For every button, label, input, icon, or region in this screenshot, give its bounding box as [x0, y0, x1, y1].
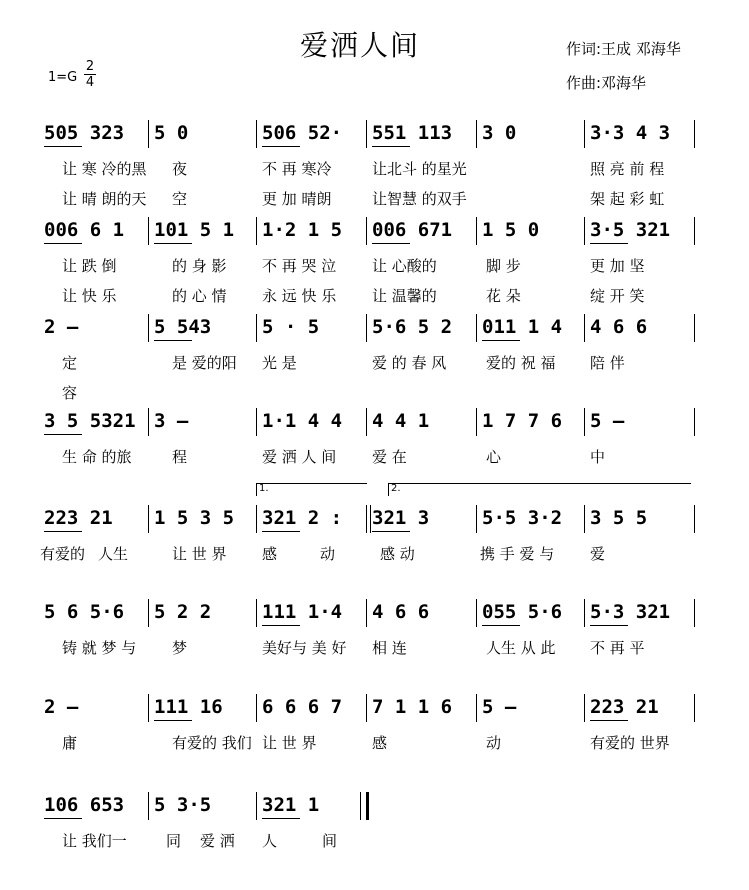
barline — [256, 694, 257, 722]
measure-notes: 5 3·5 — [154, 794, 212, 816]
beam-line — [372, 531, 410, 532]
score-system — [0, 118, 749, 148]
lyric-line — [0, 830, 749, 852]
time-sig-top: 2 — [85, 59, 95, 74]
lyric-syllables: 更 加 晴朗 — [262, 190, 332, 208]
barline — [256, 314, 257, 342]
beam-line — [154, 340, 192, 341]
measure-notes: 321 3 — [372, 507, 430, 529]
barline — [366, 408, 367, 436]
beam-line — [482, 340, 520, 341]
lyric-syllables: 感 — [262, 545, 278, 563]
volta-bracket: 2. — [388, 483, 691, 496]
lyric-syllables: 人生 从 此 — [486, 639, 556, 657]
measure-notes: 055 5·6 — [482, 601, 563, 623]
measure-notes: 5 6 5·6 — [44, 601, 125, 623]
lyric-syllables: 携 手 爱 与 — [480, 545, 555, 563]
measure-notes: 2 – — [44, 696, 79, 718]
lyric-syllables: 光 是 — [262, 354, 297, 372]
lyric-line — [0, 543, 749, 565]
score-system — [0, 215, 749, 245]
barline — [476, 694, 477, 722]
lyric-syllables: 不 再 哭 泣 — [262, 257, 337, 275]
measure-notes: 4 6 6 — [372, 601, 430, 623]
measure-notes: 1 5 3 5 — [154, 507, 235, 529]
measure-notes: 3 – — [154, 410, 189, 432]
score-system — [0, 406, 749, 436]
lyric-syllables: 美好与 美 好 — [262, 639, 347, 657]
measure-notes: 551 113 — [372, 122, 453, 144]
lyric-syllables: 架 起 彩 虹 — [590, 190, 665, 208]
measure-notes: 3 0 — [482, 122, 517, 144]
measure-notes: 4 4 1 — [372, 410, 430, 432]
lyric-syllables: 爱 在 — [372, 448, 407, 466]
measure-notes: 321 1 — [262, 794, 320, 816]
lyric-syllables: 的 身 影 — [172, 257, 227, 275]
lyric-syllables: 感 — [372, 734, 388, 752]
lyric-syllables: 梦 — [172, 639, 188, 657]
lyric-syllables: 让 寒 冷的黑 — [62, 160, 147, 178]
time-sig-bottom: 4 — [85, 75, 95, 90]
lyric-syllables: 庸 — [62, 734, 78, 752]
measure-notes: 111 1·4 — [262, 601, 343, 623]
beam-line — [44, 434, 82, 435]
lyric-line — [0, 158, 749, 180]
barline — [584, 694, 585, 722]
lyric-line — [0, 446, 749, 468]
measure-notes: 3 5 5321 — [44, 410, 136, 432]
barline — [256, 792, 257, 820]
barline — [256, 217, 257, 245]
barline — [366, 314, 367, 342]
lyric-line — [0, 255, 749, 277]
lyric-syllables: 让 心酸的 — [372, 257, 437, 275]
lyric-syllables: 让 跌 倒 — [62, 257, 117, 275]
score-system — [0, 692, 749, 722]
barline — [148, 314, 149, 342]
measure-notes: 101 5 1 — [154, 219, 235, 241]
measure-notes: 011 1 4 — [482, 316, 563, 338]
measure-notes: 506 52· — [262, 122, 343, 144]
lyric-syllables: 让 晴 朗的天 — [62, 190, 147, 208]
lyric-line — [0, 188, 749, 210]
barline — [148, 792, 149, 820]
beam-line — [372, 243, 410, 244]
beam-line — [44, 818, 82, 819]
lyric-syllables: 爱的 祝 福 — [486, 354, 556, 372]
barline — [694, 217, 695, 245]
barline — [694, 120, 695, 148]
barline — [366, 694, 367, 722]
lyric-syllables: 动 — [486, 734, 502, 752]
composer-credit: 作曲:邓海华 — [566, 74, 647, 92]
measure-notes: 006 6 1 — [44, 219, 125, 241]
lyric-syllables: 更 加 坚 — [590, 257, 645, 275]
measure-notes: 5 – — [590, 410, 625, 432]
beam-line — [262, 146, 300, 147]
measure-notes: 3 5 5 — [590, 507, 648, 529]
measure-notes: 7 1 1 6 — [372, 696, 453, 718]
barline — [584, 505, 585, 533]
lyric-line — [0, 382, 749, 404]
barline — [584, 217, 585, 245]
score-system — [0, 483, 749, 533]
lyric-line — [0, 285, 749, 307]
barline — [148, 217, 149, 245]
barline — [256, 505, 257, 533]
beam-line — [44, 146, 82, 147]
lyric-syllables: 人生 — [98, 545, 129, 563]
score-system — [0, 597, 749, 627]
barline — [370, 505, 371, 533]
barline — [360, 792, 361, 820]
measure-notes: 5 0 — [154, 122, 189, 144]
barline — [476, 217, 477, 245]
measure-notes: 1·1 4 4 — [262, 410, 343, 432]
barline — [256, 120, 257, 148]
measure-notes: 006 671 — [372, 219, 453, 241]
time-signature — [84, 60, 96, 89]
lyric-line — [0, 637, 749, 659]
lyric-syllables: 爱 的 春 风 — [372, 354, 447, 372]
lyricist-credit: 作词:王成 邓海华 — [566, 40, 681, 58]
lyric-syllables: 容 — [62, 384, 78, 402]
barline — [366, 599, 367, 627]
lyric-syllables: 人 — [262, 832, 278, 850]
barline — [148, 408, 149, 436]
lyric-syllables: 不 再 寒冷 — [262, 160, 332, 178]
measure-notes: 6 6 6 7 — [262, 696, 343, 718]
measure-notes: 5 2 2 — [154, 601, 212, 623]
measure-notes: 2 – — [44, 316, 79, 338]
barline — [694, 599, 695, 627]
lyric-syllables: 永 远 快 乐 — [262, 287, 337, 305]
lyric-syllables: 间 — [322, 832, 338, 850]
lyric-syllables: 的 心 情 — [172, 287, 227, 305]
barline — [148, 694, 149, 722]
barline — [366, 217, 367, 245]
lyric-syllables: 爱 洒 人 间 — [262, 448, 337, 466]
barline — [256, 599, 257, 627]
barline — [476, 314, 477, 342]
beam-line — [44, 243, 82, 244]
barline — [366, 120, 367, 148]
lyric-syllables: 夜 — [172, 160, 188, 178]
lyric-syllables: 同 — [166, 832, 182, 850]
measure-notes: 5 – — [482, 696, 517, 718]
measure-notes: 5·3 321 — [590, 601, 671, 623]
measure-notes: 5·5 3·2 — [482, 507, 563, 529]
beam-line — [372, 146, 410, 147]
lyric-syllables: 生 命 的旅 — [62, 448, 132, 466]
lyric-syllables: 照 亮 前 程 — [590, 160, 665, 178]
barline — [256, 408, 257, 436]
barline — [476, 505, 477, 533]
beam-line — [262, 625, 300, 626]
barline — [148, 120, 149, 148]
lyric-syllables: 脚 步 — [486, 257, 521, 275]
measure-notes: 106 653 — [44, 794, 125, 816]
barline — [694, 314, 695, 342]
lyric-syllables: 有爱的 我们 — [172, 734, 252, 752]
measure-notes: 5 543 — [154, 316, 212, 338]
measure-notes: 3·5 321 — [590, 219, 671, 241]
key-signature: 1=G — [48, 70, 78, 85]
measure-notes: 1 5 0 — [482, 219, 540, 241]
lyric-syllables: 花 朵 — [486, 287, 521, 305]
lyric-syllables: 相 连 — [372, 639, 407, 657]
lyric-syllables: 让 世 界 — [172, 545, 227, 563]
beam-line — [262, 531, 300, 532]
beam-line — [482, 625, 520, 626]
barline — [694, 505, 695, 533]
lyric-syllables: 是 爱的阳 — [172, 354, 237, 372]
beam-line — [154, 720, 192, 721]
lyric-line — [0, 732, 749, 754]
lyric-syllables: 让北斗 的星光 — [372, 160, 467, 178]
barline — [476, 599, 477, 627]
lyric-syllables: 定 — [62, 354, 78, 372]
lyric-syllables: 陪 伴 — [590, 354, 625, 372]
barline — [148, 599, 149, 627]
measure-notes: 5·6 5 2 — [372, 316, 453, 338]
beam-line — [44, 531, 82, 532]
lyric-syllables: 让 世 界 — [262, 734, 317, 752]
measure-notes: 223 21 — [44, 507, 113, 529]
lyric-syllables: 让智慧 的双手 — [372, 190, 467, 208]
lyric-syllables: 绽 开 笑 — [590, 287, 645, 305]
lyric-syllables: 让 温馨的 — [372, 287, 437, 305]
measure-notes: 3·3 4 3 — [590, 122, 671, 144]
lyric-syllables: 感 动 — [380, 545, 415, 563]
volta-bracket: 1. — [256, 483, 367, 496]
lyric-syllables: 空 — [172, 190, 188, 208]
beam-line — [590, 720, 628, 721]
measure-notes: 505 323 — [44, 122, 125, 144]
lyric-syllables: 程 — [172, 448, 188, 466]
barline — [584, 599, 585, 627]
lyric-syllables: 有爱的 — [40, 545, 86, 563]
lyric-syllables: 爱 — [590, 545, 606, 563]
score-system — [0, 790, 749, 820]
barline — [366, 792, 369, 820]
lyric-syllables: 不 再 平 — [590, 639, 645, 657]
measure-notes: 1·2 1 5 — [262, 219, 343, 241]
song-title: 爱洒人间 — [300, 29, 421, 62]
measure-notes: 4 6 6 — [590, 316, 648, 338]
barline — [694, 694, 695, 722]
beam-line — [590, 625, 628, 626]
lyric-line — [0, 352, 749, 374]
beam-line — [262, 818, 300, 819]
measure-notes: 111 16 — [154, 696, 223, 718]
lyric-syllables: 动 — [320, 545, 336, 563]
lyric-syllables: 心 — [486, 448, 502, 466]
barline — [476, 408, 477, 436]
measure-notes: 223 21 — [590, 696, 659, 718]
beam-line — [590, 243, 628, 244]
lyric-syllables: 中 — [590, 448, 606, 466]
barline — [694, 408, 695, 436]
measure-notes: 321 2 : — [262, 507, 343, 529]
lyric-syllables: 有爱的 世界 — [590, 734, 670, 752]
lyric-syllables: 让 快 乐 — [62, 287, 117, 305]
lyric-syllables: 让 我们一 — [62, 832, 127, 850]
lyric-syllables: 铸 就 梦 与 — [62, 639, 137, 657]
barline — [148, 505, 149, 533]
barline — [366, 505, 367, 533]
barline — [584, 120, 585, 148]
lyric-syllables: 爱 洒 — [200, 832, 235, 850]
barline — [476, 120, 477, 148]
barline — [584, 408, 585, 436]
measure-notes: 5 · 5 — [262, 316, 320, 338]
score-system — [0, 312, 749, 342]
measure-notes: 1 7 7 6 — [482, 410, 563, 432]
barline — [584, 314, 585, 342]
beam-line — [154, 243, 192, 244]
